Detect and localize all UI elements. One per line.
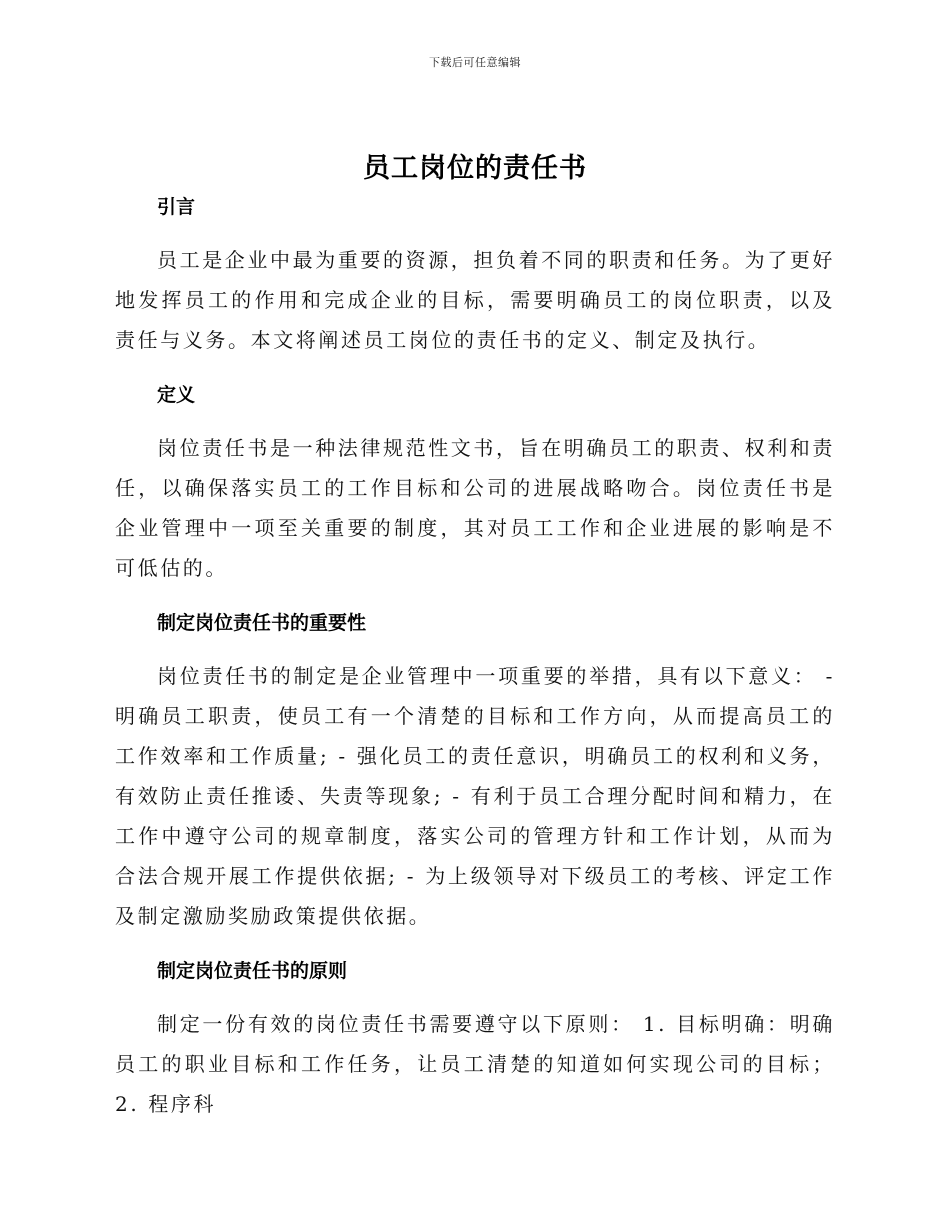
document-body — [115, 192, 835, 1124]
section-paragraph-introduction: 员工是企业中最为重要的资源，担负着不同的职责和任务。为了更好地发挥员工的作用和完成企业的目标，需要明确员工的岗位职责，以及责任与义务。本文将阐述员工岗位的责任书的定义、制定及执行。 — [115, 248, 835, 352]
section-paragraph-importance: 岗位责任书的制定是企业管理中一项重要的举措，具有以下意义： - 明确员工职责，使员工有一个清楚的目标和工作方向，从而提高员工的工作效率和工作质量; - 强化员工的责任意识，明确员工的权利和义务，有效防止责任推诿、失责等现象; - 有利于员工合理分配时间和精力，在工作中遵守公司的规章制度，落实公司的管理方针和工作计划，从而为合法合规开展工作提供依据; - 为上级领导对下级员工的考核、评定工作及制定激励奖励政策提供依据。 — [115, 664, 835, 928]
section-heading-importance: 制定岗位责任书的重要性 — [157, 612, 367, 634]
section-paragraph-principles: 制定一份有效的岗位责任书需要遵守以下原则： 1. 目标明确：明确员工的职业目标和工作任务，让员工清楚的知道如何实现公司的目标； 2. 程序科 — [115, 1012, 835, 1116]
section-paragraph-definition: 岗位责任书是一种法律规范性文书，旨在明确员工的职责、权利和责任，以确保落实员工的工作目标和公司的进展战略吻合。岗位责任书是企业管理中一项至关重要的制度，其对员工工作和企业进展的影响是不可低估的。 — [115, 436, 835, 580]
section-heading-definition: 定义 — [157, 384, 196, 406]
section-heading-introduction: 引言 — [157, 196, 196, 218]
section-heading-principles: 制定岗位责任书的原则 — [157, 960, 348, 982]
page-title: 员工岗位的责任书 — [363, 153, 587, 184]
header-note: 下载后可任意编辑 — [429, 56, 521, 69]
